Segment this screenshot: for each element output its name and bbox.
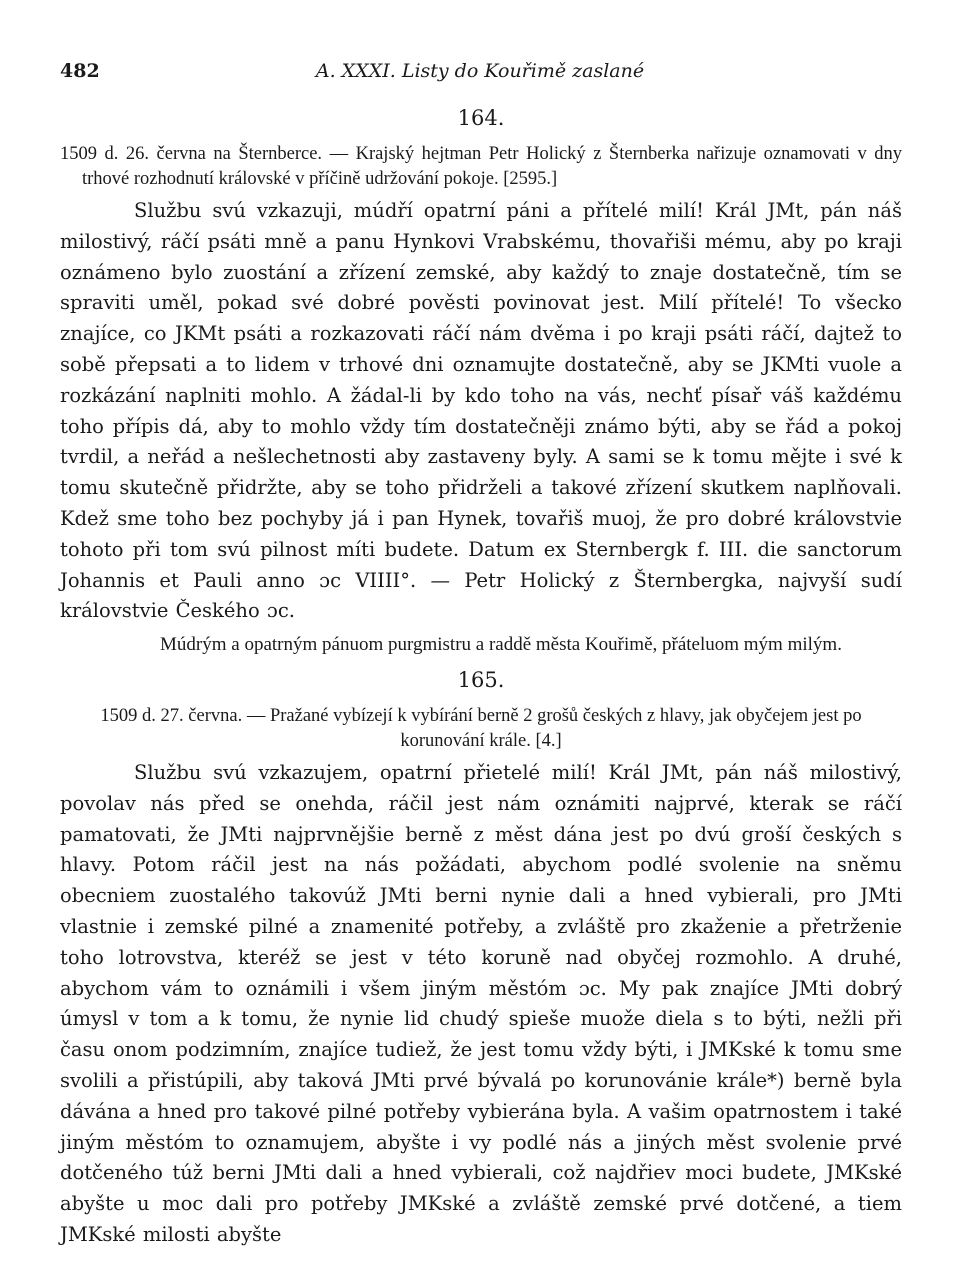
- document-164: [60, 106, 902, 659]
- document-body: Službu svú vzkazujem, opatrní přietelé milí! Král JMt, pán náš milostivý, povolav nás před se onehda, ráčil jest nám oznámiti najprvé, kterak se ráčí pamatovati, že JMti najprvnějšie berně z měst dána jest po dvú groší českých s hlavy. Potom ráčil jest na nás požádati, abychom podlé svolenie na sněmu obecniem zuostalého takovúž JMti berni nynie dali a hned vybierali, pro JMti vlastnie i zemské pilné a znamenité potřeby, a zvláště pro zkaženie a přetrženie toho lotrovstva, kteréž se jest v této koruně nad obyčej rozmohlo. A druhé, abychom vám to oznámili i všem jiným městóm ɔc. My pak znajíce JMti dobrý úmysl v tom a k tomu, že nynie lid chudý spieše muože diela s to býti, nežli při času onom podzimním, znajíce tudiež, že jest tomu vždy býti, i JMKské k tomu sme svolili a přistúpili, aby taková JMti prvé bývalá po korunovánie krále*) berně byla dávána a hned pro takové pilné potřeby vybierána byla. A vašim opatrnostem i také jiným městóm to oznamujem, abyšte i vy podlé nás a jiných měst svolenie prvé dotčeného túž berni JMti dali a hned vybierali, což najdřiev moci budete, JMKské abyšte u moc dali pro potřeby JMKské a zvláště zemské prvé dotčené, a tiem JMKské milosti abyšte: [60, 761, 902, 1246]
- document-number: 165.: [457, 668, 505, 692]
- document-address: Múdrým a opatrným pánuom purgmistru a raddě města Kouřimě, přáteluom mým milým.: [160, 634, 842, 656]
- page-number: 482: [60, 60, 100, 82]
- document-regest: 1509 d. 27. června. — Pražané vybízejí k vybírání berně 2 grošů českých z hlavy, jak obyčejem jest po korunování krále. [4.]: [100, 706, 862, 751]
- document-number: 164.: [457, 106, 505, 130]
- document-regest: 1509 d. 26. června na Šternberce. — Krajský hejtman Petr Holický z Šternberka nařizuje oznamovati v dny trhové rozhodnutí královské v příčině udržování pokoje. [2595.]: [60, 144, 902, 189]
- running-title: A. XXXI. Listy do Kouřimě zaslané: [315, 60, 645, 82]
- document-165: [60, 668, 902, 1251]
- page-header: [60, 60, 900, 88]
- document-body: Službu svú vzkazuji, múdří opatrní páni a přítelé milí! Král JMt, pán náš milostivý, ráčí psáti mně a panu Hynkovi Vrabskému, thovařiši mému, aby po kraji oznámeno bylo zuostání a zřízení zemské, aby každý to znaje dostatečně, tím se spraviti uměl, pokad své dobré pověsti povinovat jest. Milí přítelé! To všecko znajíce, co JKMt psáti a rozkazovati ráčí nám dvěma i po kraji psáti ráčí, dajtež to sobě přepsati a to lidem v trhové dni oznamujte dostatečně, aby se JKMti vuole a rozkázání naplniti mohlo. A žádal-li by kdo toho na vás, nechť písař váš každému toho přípis dá, aby to mohlo vždy tím dostatečněji známo býti, aby se řád a pokoj tvrdil, a neřád a nešlechetnosti aby zastaveny byly. A sami se k tomu mějte i své k tomu skutečně přidržte, aby se toho přidrželi a takové zřízení skutkem naplňovali. Kdež sme toho bez pochyby já i pan Hynek, tovařiš muoj, že pro dobré královstvie tohoto při tom svú pilnost míti budete. Datum ex Sternbergk f. III. die sanctorum Johannis et Pauli anno ɔc VIIII°. — Petr Holický z Šternbergka, najvyší sudí královstvie Českého ɔc.: [60, 199, 902, 623]
